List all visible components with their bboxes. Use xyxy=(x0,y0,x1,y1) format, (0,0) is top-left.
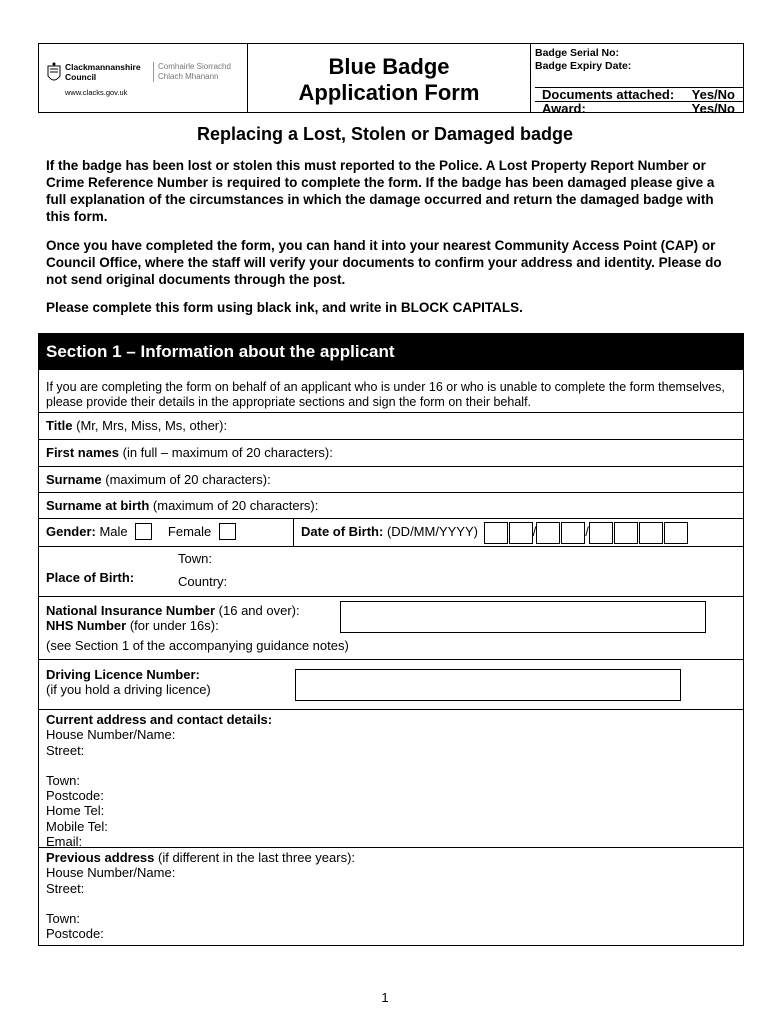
pob-country-label[interactable]: Country: xyxy=(178,574,228,589)
nhs-label: NHS Number xyxy=(46,618,127,633)
surname-label: Surname xyxy=(46,472,102,487)
dob-label: Date of Birth: xyxy=(301,524,384,539)
birth-surname-field[interactable] xyxy=(39,492,743,518)
dob-day-2[interactable] xyxy=(509,522,533,544)
title-field[interactable] xyxy=(39,412,743,439)
instructions-paragraph-1: If the badge has been lost or stolen this must reported to the Police. A Lost Property Report Number or Crime Reference Number is required to complete the form. If the badge has been damaged please give a full explanation of the circumstances in which the damage occurred and return the damaged badge with this form. xyxy=(46,158,715,224)
ni-nhs-field xyxy=(39,596,743,637)
current-town-label: Town: xyxy=(46,772,80,788)
docs-value: Yes/No xyxy=(691,87,735,102)
office-use-box xyxy=(531,44,743,116)
dob-year-4[interactable] xyxy=(664,522,688,544)
place-of-birth-label: Place of Birth: xyxy=(46,570,135,585)
award-value: Yes/No xyxy=(691,101,735,116)
page-heading: Replacing a Lost, Stolen or Damaged badge xyxy=(196,124,574,144)
gender-cell xyxy=(39,519,294,546)
gender-dob-row xyxy=(39,518,743,546)
previous-town-label: Town: xyxy=(46,910,80,926)
form-title-line2: Application Form xyxy=(298,80,480,105)
previous-postcode-label: Postcode: xyxy=(46,926,104,942)
instructions-paragraph-2: Once you have completed the form, you can hand it into your nearest Community Access Point (CAP) or Council Office, where the staff will verify your documents to confirm your address and identity. Please do not send original documents through the post. xyxy=(46,238,722,287)
expiry-label: Badge Expiry Date: xyxy=(535,60,632,72)
previous-spacer xyxy=(46,896,743,911)
previous-house-label: House Number/Name: xyxy=(46,865,176,881)
birth-surname-label: Surname at birth xyxy=(46,498,150,513)
dob-slash-2: / xyxy=(585,524,589,539)
council-logo xyxy=(39,44,248,112)
guidance-note: (see Section 1 of the accompanying guidance notes) xyxy=(46,638,349,653)
dob-day-1[interactable] xyxy=(484,522,508,544)
current-email-label: Email: xyxy=(46,834,83,850)
serial-label: Badge Serial No: xyxy=(535,47,620,59)
current-spacer xyxy=(46,758,743,773)
gender-female-checkbox[interactable] xyxy=(219,523,236,540)
award-label: Award: xyxy=(542,101,586,116)
previous-address-hint: (if different in the last three years): xyxy=(158,850,356,865)
current-house-label: House Number/Name: xyxy=(46,727,176,743)
docs-label: Documents attached: xyxy=(542,87,675,102)
current-home-tel-label: Home Tel: xyxy=(46,803,105,819)
gender-label: Gender: xyxy=(46,524,96,539)
licence-field xyxy=(39,659,743,709)
section-1-title: Section 1 – Information about the applicant xyxy=(39,334,743,370)
dob-month-1[interactable] xyxy=(536,522,560,544)
previous-street-label: Street: xyxy=(46,880,85,896)
ni-hint: (16 and over): xyxy=(218,603,300,618)
dob-slash-1: / xyxy=(532,524,537,539)
dob-month-2[interactable] xyxy=(561,522,585,544)
licence-input[interactable] xyxy=(295,669,681,701)
previous-address-field[interactable] xyxy=(39,847,743,945)
org-name-gaelic: Comhairle Siorrachd Chlach Mhanann xyxy=(153,62,236,82)
surname-hint: (maximum of 20 characters): xyxy=(105,472,271,487)
place-of-birth-field xyxy=(39,546,743,596)
form-header xyxy=(38,43,744,116)
section-1 xyxy=(38,333,744,946)
dob-year-2[interactable] xyxy=(614,522,638,544)
title-label: Title xyxy=(46,418,73,433)
gender-female-label: Female xyxy=(167,524,212,539)
dob-hint: (DD/MM/YYYY) xyxy=(386,524,478,539)
ni-label: National Insurance Number xyxy=(46,603,216,618)
org-name: Clackmannanshire Council xyxy=(65,62,141,82)
surname-field[interactable] xyxy=(39,466,743,492)
gender-male-label: Male xyxy=(99,524,128,539)
section-1-intro: If you are completing the form on behalf of an applicant who is under 16 or who is unable to complete the form themselves, please provide their details in the appropriate sections and sign the form on their behalf. xyxy=(46,380,725,409)
dob-year-1[interactable] xyxy=(589,522,613,544)
current-postcode-label: Postcode: xyxy=(46,788,104,804)
pob-town-label[interactable]: Town: xyxy=(178,551,212,566)
instructions-paragraph-3: Please complete this form using black ink, and write in BLOCK CAPITALS. xyxy=(46,300,523,315)
current-address-label: Current address and contact details: xyxy=(46,712,273,727)
page-number: 1 xyxy=(381,990,389,1005)
birth-surname-hint: (maximum of 20 characters): xyxy=(152,498,319,513)
current-street-label: Street: xyxy=(46,742,85,758)
ni-nhs-input[interactable] xyxy=(340,601,706,633)
org-url: www.clacks.gov.uk xyxy=(65,88,128,97)
dob-cell xyxy=(301,519,688,546)
first-names-label: First names xyxy=(46,445,119,460)
council-crest-icon xyxy=(47,62,61,88)
gender-male-checkbox[interactable] xyxy=(135,523,152,540)
title-hint: (Mr, Mrs, Miss, Ms, other): xyxy=(76,418,228,433)
dob-year-3[interactable] xyxy=(639,522,663,544)
licence-hint: (if you hold a driving licence) xyxy=(46,682,211,697)
first-names-hint: (in full – maximum of 20 characters): xyxy=(122,445,333,460)
first-names-field[interactable] xyxy=(39,439,743,466)
form-title-line1: Blue Badge xyxy=(328,54,450,79)
current-address-field[interactable] xyxy=(39,709,743,850)
licence-label: Driving Licence Number: xyxy=(46,667,200,682)
nhs-hint: (for under 16s): xyxy=(129,618,219,633)
current-mobile-tel-label: Mobile Tel: xyxy=(46,818,108,834)
previous-address-label: Previous address xyxy=(46,850,155,865)
form-title xyxy=(248,44,531,112)
